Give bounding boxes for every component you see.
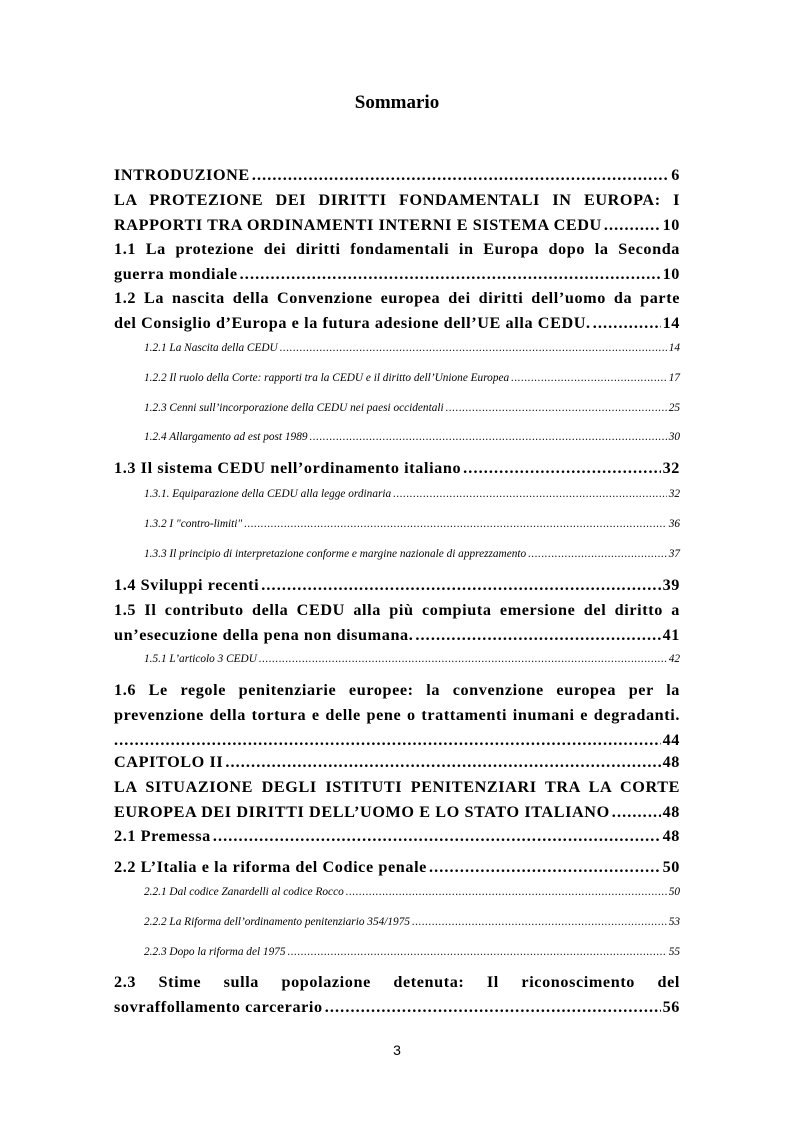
toc-page-number: 10 <box>662 216 680 234</box>
toc-entry-title: 1.4 Sviluppi recenti <box>114 576 260 594</box>
dot-leader <box>213 824 661 849</box>
dot-leader <box>463 456 660 481</box>
toc-entry-title: 2.2.2 La Riforma dell’ordinamento penitenziario 354/1975 <box>144 916 410 928</box>
toc-entry-1-5-1[interactable] <box>114 652 680 666</box>
toc-page-number: 14 <box>668 342 680 354</box>
toc-entry-2-1[interactable] <box>114 824 680 849</box>
toc-entry-title: 2.2.3 Dopo la riforma del 1975 <box>144 946 286 958</box>
dot-leader <box>412 915 667 929</box>
dot-leader <box>288 945 667 959</box>
toc-entry-title: 2.2 L’Italia e la riforma del Codice penale <box>114 858 427 876</box>
dot-leader <box>393 487 667 501</box>
toc-entry-2-2-3[interactable] <box>114 945 680 959</box>
toc-entry-title: 1.3.2 I "contro-limiti" <box>144 518 243 530</box>
toc-page-number: 50 <box>668 886 680 898</box>
toc-entry-1-2-1[interactable] <box>114 341 680 355</box>
toc-entry-1-4[interactable] <box>114 573 680 598</box>
toc-entry-2-2-1[interactable] <box>114 885 680 899</box>
toc-entry-capitolo-2[interactable] <box>114 750 680 775</box>
toc-entry-title: 1.3.1. Equiparazione della CEDU alla legge ordinaria <box>144 488 392 500</box>
toc-page-number: 42 <box>668 653 680 665</box>
toc-entry-chapter-2-title[interactable] <box>114 775 680 825</box>
toc-entry-title: 1.2.4 Allargamento ad est post 1989 <box>144 431 308 443</box>
toc-entry-title-line: 1.2 La nascita della Convenzione europea dei diritti dell’uomo da parte <box>114 289 680 307</box>
toc-page-number: 41 <box>662 626 680 644</box>
dot-leader <box>528 547 667 561</box>
toc-page-number: 48 <box>662 827 680 845</box>
toc-entry-1-2-2[interactable] <box>114 371 680 385</box>
dot-leader <box>240 262 661 287</box>
toc-entry-title: sovraffollamento carcerario <box>114 998 323 1016</box>
toc-page-number: 44 <box>662 731 680 749</box>
dot-leader <box>225 750 660 775</box>
toc-entry-1-3-2[interactable] <box>114 517 680 531</box>
toc-page-number: 48 <box>662 803 680 821</box>
toc-entry-title: guerra mondiale <box>114 265 238 283</box>
toc-page-number: 39 <box>662 576 680 594</box>
page-number: 3 <box>393 1042 401 1058</box>
toc-entry-1-2-3[interactable] <box>114 401 680 415</box>
toc-entry-title: 2.2.1 Dal codice Zanardelli al codice Rocco <box>144 886 344 898</box>
toc-entry-1-5[interactable] <box>114 598 680 648</box>
dot-leader <box>511 371 667 385</box>
toc-entry-title: un’esecuzione della pena non disumana. <box>114 626 414 644</box>
toc-entry-title-line: 1.5 Il contributo della CEDU alla più compiuta emersione del diritto a <box>114 601 680 619</box>
dot-leader <box>446 401 667 415</box>
toc-entry-1-2-4[interactable] <box>114 430 680 444</box>
toc-entry-title-line: 2.3 Stime sulla popolazione detenuta: Il riconoscimento del <box>114 973 680 991</box>
toc-page-number: 48 <box>662 753 680 771</box>
toc-entry-title: EUROPEA DEI DIRITTI DELL’UOMO E LO STATO ITALIANO <box>114 803 610 821</box>
toc-entry-1-6[interactable] <box>114 678 680 753</box>
toc-page-number: 55 <box>668 946 680 958</box>
dot-leader <box>259 652 667 666</box>
toc-entry-1-3-1[interactable] <box>114 487 680 501</box>
toc-entry-title-line: LA SITUAZIONE DEGLI ISTITUTI PENITENZIARI TRA LA CORTE <box>114 778 680 796</box>
toc-entry-title: CAPITOLO II <box>114 753 224 771</box>
toc-entry-1-1[interactable] <box>114 237 680 287</box>
toc-page-number: 53 <box>668 916 680 928</box>
toc-page-number: 30 <box>668 431 680 443</box>
dot-leader <box>429 855 661 880</box>
dot-leader <box>261 573 660 598</box>
toc-page-number: 14 <box>662 314 680 332</box>
toc-entry-title: 1.3.3 Il principio di interpretazione conforme e margine nazionale di apprezzamento <box>144 548 527 560</box>
toc-entry-chapter-1[interactable] <box>114 188 680 238</box>
toc-entry-title: 1.2.3 Cenni sull’incorporazione della CEDU nei paesi occidentali <box>144 402 444 414</box>
dot-leader <box>415 623 660 648</box>
dot-leader <box>310 430 667 444</box>
toc-entry-title-line: prevenzione della tortura e delle pene o trattamenti inumani e degradanti. <box>114 706 680 724</box>
dot-leader <box>612 800 661 825</box>
toc-page-number: 17 <box>668 372 680 384</box>
toc-entry-title: 1.2.2 Il ruolo della Corte: rapporti tra la CEDU e il diritto dell’Unione Europea <box>144 372 510 384</box>
dot-leader <box>604 213 661 238</box>
dot-leader <box>244 517 667 531</box>
page-title: Sommario <box>354 92 440 113</box>
toc-entry-title: del Consiglio d’Europa e la futura adesione dell’UE alla CEDU. <box>114 314 591 332</box>
toc-entry-1-3-3[interactable] <box>114 547 680 561</box>
toc-page-number: 25 <box>668 402 680 414</box>
toc-page-number: 32 <box>662 459 680 477</box>
toc-entry-title-line: LA PROTEZIONE DEI DIRITTI FONDAMENTALI IN EUROPA: I <box>114 191 680 209</box>
dot-leader <box>346 885 667 899</box>
toc-entry-title: 1.2.1 La Nascita della CEDU <box>144 342 278 354</box>
toc-page-number: 32 <box>668 488 680 500</box>
toc-entry-title-line: 1.6 Le regole penitenziarie europee: la convenzione europea per la <box>114 681 680 699</box>
toc-entry-introduzione[interactable] <box>114 163 680 188</box>
toc-page-number: 6 <box>671 166 680 184</box>
dot-leader <box>593 311 661 336</box>
toc-entry-1-3[interactable] <box>114 456 680 481</box>
toc-entry-2-2-2[interactable] <box>114 915 680 929</box>
toc-entry-2-2[interactable] <box>114 855 680 880</box>
toc-page-number: 10 <box>662 265 680 283</box>
toc-entry-title: 1.5.1 L’articolo 3 CEDU <box>144 653 257 665</box>
toc-entry-title: RAPPORTI TRA ORDINAMENTI INTERNI E SISTEMA CEDU <box>114 216 602 234</box>
toc-page-number: 56 <box>662 998 680 1016</box>
toc-entry-title: 2.1 Premessa <box>114 827 211 845</box>
dot-leader <box>325 995 661 1020</box>
toc-entry-title-line: 1.1 La protezione dei diritti fondamentali in Europa dopo la Seconda <box>114 240 680 258</box>
toc-entry-title: 1.3 Il sistema CEDU nell’ordinamento italiano <box>114 459 462 477</box>
dot-leader <box>252 163 669 188</box>
toc-entry-title: INTRODUZIONE <box>114 166 250 184</box>
toc-entry-2-3[interactable] <box>114 970 680 1020</box>
toc-page-number: 36 <box>668 518 680 530</box>
toc-entry-1-2[interactable] <box>114 286 680 336</box>
dot-leader <box>280 341 667 355</box>
toc-page-number: 50 <box>662 858 680 876</box>
toc-page-number: 37 <box>668 548 680 560</box>
